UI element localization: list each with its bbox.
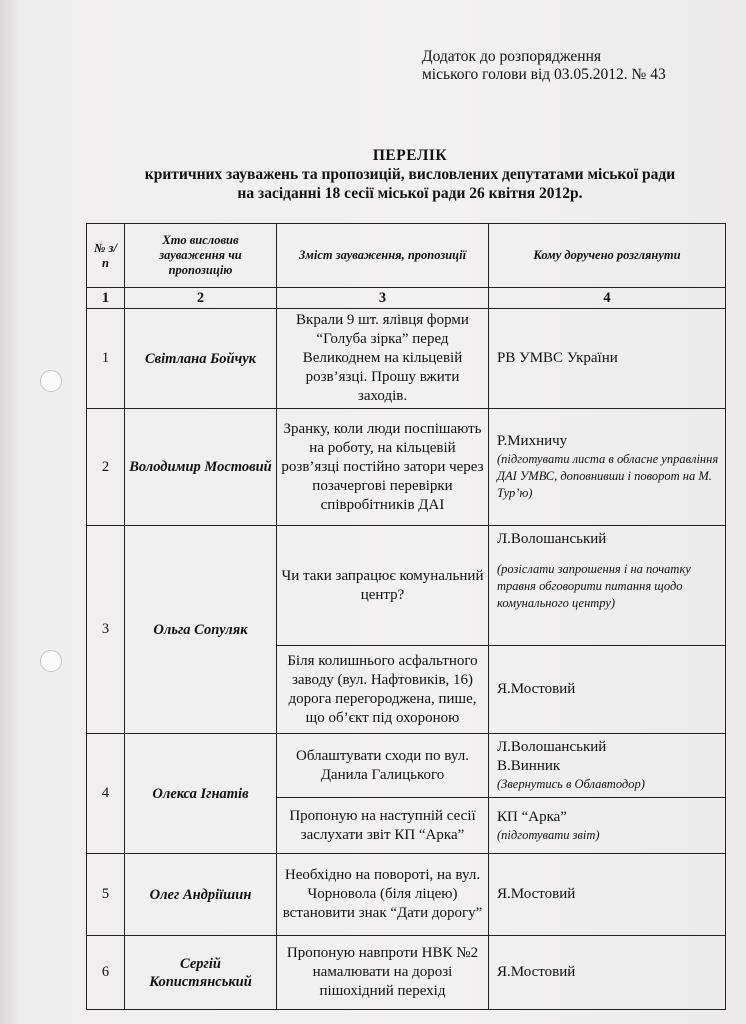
row-who: Ольга Сопуляк [125,526,277,734]
col-number: 2 [125,288,277,309]
row-what: Вкрали 9 шт. ялівця форми “Голуба зірка” перед Великоднем на кільцевій розв’язці. Прошу вжити заходів. [277,309,489,409]
col-number: 3 [277,288,489,309]
row-what: Необхідно на повороті, на вул. Чорновола (біля ліцею) встановити знак “Дати дорогу” [277,854,489,936]
header-to: Кому доручено розглянути [489,224,726,288]
row-who: Сергій Копистянський [125,936,277,1010]
row-who: Олекса Ігнатів [125,734,277,854]
assignee: КП “Арка” [497,808,567,825]
row-to [489,409,726,526]
row-what: Пропоную на наступній сесії заслухати звіт КП “Арка” [277,798,489,854]
table-row [87,409,726,526]
title-line-1: ПЕРЕЛІК [372,147,448,164]
header-who: Хто висловив зауваження чи пропозицію [125,224,277,288]
col-number: 4 [489,288,726,309]
assignee: Я.Мостовий [497,886,576,902]
row-who: Олег Андріїшин [125,854,277,936]
column-number-row [87,288,726,309]
header-what: Зміст зауваження, пропозиції [277,224,489,288]
row-to [489,309,726,409]
row-who: Світлана Бойчук [125,309,277,409]
header-num: № з/п [87,224,125,288]
row-num: 5 [87,854,125,936]
assignee: Р.Михничу [497,433,568,449]
row-to [489,646,726,734]
row-num: 3 [87,526,125,734]
table-row [87,309,726,409]
row-to [489,798,726,854]
title-line-3: на засіданні 18 сесії міської ради 26 квітня 2012р. [237,185,583,202]
row-to [489,854,726,936]
row-what: Зранку, коли люди поспішають на роботу, на кільцевій розв’язці постійно затори через позачергові перевірки співробітників ДАІ [277,409,489,526]
table-row [87,734,726,798]
table-row [87,936,726,1010]
assignee: Я.Мостовий [497,681,576,697]
row-num: 4 [87,734,125,854]
row-what: Пропоную навпроти НВК №2 намалювати на дорозі пішохідний перехід [277,936,489,1010]
table-header-row [87,224,726,288]
row-to [489,734,726,798]
assignee-note: (підготувати листа в обласне управління ДАІ УМВС, доповнивши і поворот на М. Тур’ю) [497,452,719,500]
appendix-line-1: Додаток до розпорядження [422,48,602,65]
table-row [87,526,726,646]
assignee-note: (підготувати звіт) [497,827,600,842]
punch-hole [40,650,62,672]
title-line-2: критичних зауважень та пропозицій, висловлених депутатами міської ради [144,166,676,183]
punch-hole [40,370,62,392]
row-what: Чи таки запрацює комунальний центр? [277,526,489,646]
row-to [489,526,726,646]
row-what: Облаштувати сходи по вул. Данила Галицького [277,734,489,798]
assignee: РВ УМВС України [497,350,618,366]
row-who: Володимир Мостовий [125,409,277,526]
row-num: 1 [87,309,125,409]
assignee: Я.Мостовий [497,964,576,980]
assignee: Л.Волошанський [497,739,607,755]
assignee: Л.Волошанський [497,531,607,547]
row-to [489,936,726,1010]
document-title [100,146,720,203]
assignee: В.Винник [497,758,561,774]
col-number: 1 [87,288,125,309]
appendix-note [422,48,722,84]
remarks-table [86,223,726,1010]
row-num: 2 [87,409,125,526]
appendix-line-2: міського голови від 03.05.2012. № 43 [422,66,666,83]
row-what: Біля колишнього асфальтного заводу (вул. Нафтовиків, 16) дорога перегороджена, пише, що об’єкт під охороною [277,646,489,734]
assignee-note: (Звернутись в Облавтодор) [497,777,645,791]
row-num: 6 [87,936,125,1010]
table-row [87,854,726,936]
assignee-note: (розіслати запрошення і на початку травня обговорити питання щодо комунального центру) [497,562,691,610]
